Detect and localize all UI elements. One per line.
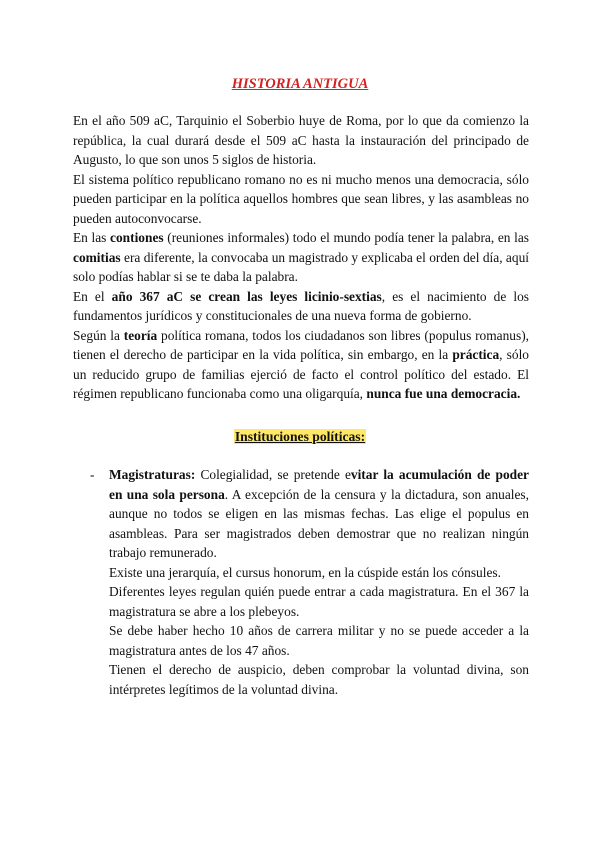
- text-run: En las: [73, 230, 111, 245]
- bold-term: contiones: [110, 230, 164, 245]
- text-run: (reuniones informales) todo el mundo podía tener la palabra, en las: [163, 230, 529, 245]
- paragraph-political-system: El sistema político republicano romano no es ni mucho menos una democracia, sólo pueden participar en la política aquellos hombres que sean libres, y las asambleas no pueden autoconvocarse.: [73, 171, 529, 226]
- list-subparagraph: Existe una jerarquía, el cursus honorum, en la cúspide están los cónsules.: [109, 564, 501, 580]
- section-heading: [0, 428, 600, 446]
- bold-term: vitar la acumulación de poder en una sola persona: [109, 467, 529, 502]
- text-run: era diferente, la convocaba un magistrado y explicaba el orden del día, aquí solo podías hablar si se te daba la palabra.: [73, 249, 529, 284]
- text-run: En el: [73, 288, 112, 304]
- bold-term: práctica: [452, 347, 500, 362]
- institutions-list: [90, 465, 529, 699]
- paragraph-contiones: [73, 228, 529, 287]
- section-heading-text: Instituciones políticas:: [234, 429, 366, 444]
- text-run: . A excepción de la censura y la dictadura, son anuales, aunque no todos se eligen en las mismas fechas. Las elige el populus en asambleas. Para ser magistrados deben demostrar que no realizan ningún trabajo remunerado.: [109, 486, 529, 560]
- paragraph-leyes: [73, 287, 529, 326]
- list-item-magistraturas: [90, 465, 529, 699]
- text-run: Según la: [73, 327, 124, 343]
- document-title: HISTORIA ANTIGUA: [231, 76, 369, 92]
- bold-term: nunca fue una democracia.: [366, 386, 521, 401]
- paragraph-republic-start: En el año 509 aC, Tarquinio el Soberbio huye de Roma, por lo que da comienzo la república, la cual durará desde el 509 aC hasta la instauración del principado de Augusto, lo que son unos 5 siglos de historia.: [73, 113, 529, 167]
- text-run: política romana, todos los ciudadanos son libres (populus romanus), tienen el derecho de participar en la vida política, sin embargo, en la: [73, 327, 530, 362]
- list-subparagraph: Tienen el derecho de auspicio, deben comprobar la voluntad divina, son intérpretes legítimos de la voluntad divina.: [109, 662, 529, 697]
- bold-term: año 367 aC se crean las leyes licinio-sextias: [111, 288, 382, 304]
- intro-body: [73, 111, 529, 404]
- text-run: Colegialidad, se pretende e: [195, 467, 351, 482]
- paragraph-teoria-practica: [73, 326, 529, 404]
- text-run: , es el nacimiento de los fundamentos jurídicos y constitucionales de una nueva forma de gobierno.: [73, 288, 530, 323]
- item-label: Magistraturas:: [109, 467, 196, 482]
- list-subparagraph: Se debe haber hecho 10 años de carrera militar y no se puede acceder a la magistratura antes de los 47 años.: [109, 623, 529, 658]
- list-subparagraph: Diferentes leyes regulan quién puede entrar a cada magistratura. En el 367 la magistratura se abre a los plebeyos.: [109, 584, 529, 619]
- bold-term: comitias: [73, 249, 121, 265]
- list-item-main-text: [109, 465, 529, 563]
- text-run: , sólo un reducido grupo de familias ejerció de facto el control político del estado. El régimen republicano funcionaba como una oligarquía,: [73, 347, 529, 401]
- bold-term: teoría: [123, 327, 158, 343]
- list-dash: -: [90, 467, 95, 482]
